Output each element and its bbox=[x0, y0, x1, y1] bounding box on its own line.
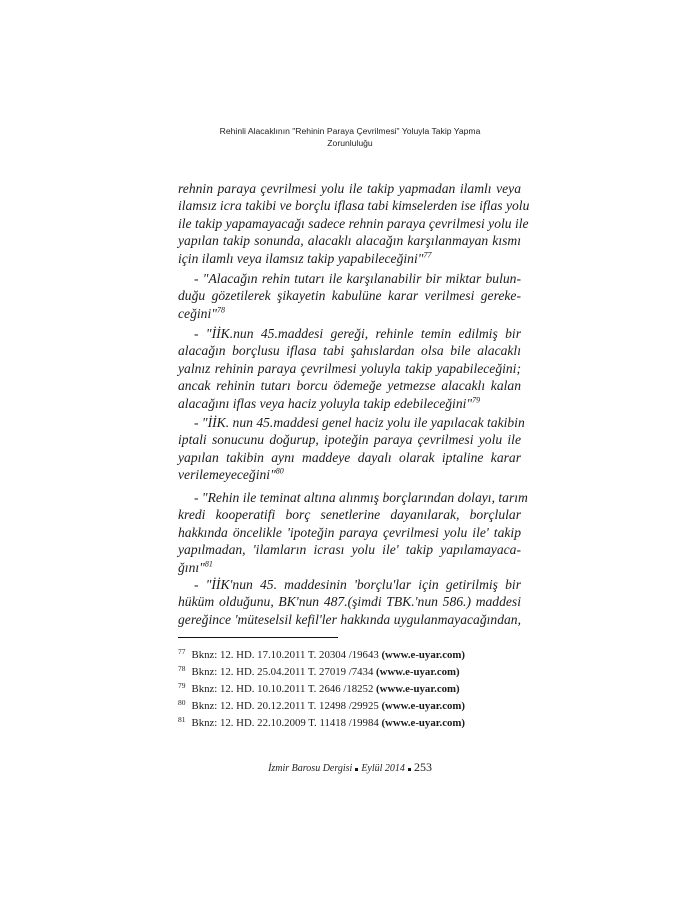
footnote-ref[interactable]: 77 bbox=[423, 250, 432, 260]
line-text: - "İİK.nun 45.maddesi gereği, rehinle temin edilmiş bir bbox=[194, 326, 521, 341]
text-line bbox=[178, 489, 528, 506]
page-footer bbox=[0, 760, 700, 775]
footnote-number: 77 bbox=[178, 647, 186, 656]
text-line bbox=[178, 395, 521, 412]
line-text: alacağını iflas veya haciz yoluyla takip edebileceğini" bbox=[178, 395, 473, 411]
text-line bbox=[178, 325, 521, 342]
text-line bbox=[178, 360, 521, 377]
footnote-ref[interactable]: 80 bbox=[275, 466, 284, 476]
footnote-number: 79 bbox=[178, 681, 186, 690]
footnote-text: Bknz: 12. HD. 22.10.2009 T. 11418 /19984 bbox=[191, 717, 379, 729]
text-line bbox=[178, 524, 521, 541]
journal-name: İzmir Barosu Dergisi bbox=[268, 763, 353, 774]
line-text: yapılan takibin aynı maddeye dayalı olarak iptaline karar bbox=[178, 449, 521, 465]
text-line bbox=[178, 287, 521, 304]
footnote-text: Bknz: 12. HD. 17.10.2011 T. 20304 /19643 bbox=[191, 649, 379, 661]
line-text: verilemeyeceğini" bbox=[178, 467, 276, 483]
line-text: ancak rehinin tutarı borcu ödemeğe yetmezse alacaklı kalan bbox=[178, 378, 521, 394]
text-line bbox=[178, 506, 521, 523]
line-text: - "Alacağın rehin tutarı ile karşılanabilir bir miktar bulun- bbox=[194, 271, 521, 286]
line-text: - "Rehin ile teminat altına alınmış borçlarından dolayı, tarım bbox=[194, 490, 528, 505]
text-line bbox=[178, 232, 521, 249]
line-text: için ilamlı veya ilamsız takip yapabileceğini" bbox=[178, 250, 424, 266]
text-line bbox=[178, 215, 529, 232]
bullet-icon bbox=[408, 768, 411, 771]
text-line bbox=[178, 414, 525, 431]
line-text: duğu gözetilerek şikayetin kabulüne karar verilmesi gereke- bbox=[178, 288, 521, 304]
line-text: ilamsız icra takibi ve borçlu iflasa tabi kimselerden ise iflas yolu bbox=[178, 198, 530, 214]
text-line bbox=[178, 449, 521, 466]
text-line bbox=[178, 466, 521, 483]
text-line bbox=[178, 559, 521, 576]
line-text: gereğince 'müteselsil kefil'ler hakkında uygulanmayacağından, bbox=[178, 611, 521, 627]
line-text: hakkında öncelikle 'ipoteğin paraya çevrilmesi yolu ile' takip bbox=[178, 524, 521, 540]
footnote-number: 78 bbox=[178, 664, 186, 673]
paragraph bbox=[178, 414, 525, 484]
text-line bbox=[178, 305, 521, 322]
footnote-link[interactable]: (www.e-uyar.com) bbox=[376, 666, 460, 678]
paragraph bbox=[178, 576, 521, 628]
line-text: ceğini" bbox=[178, 305, 217, 321]
line-text: hüküm olduğunu, BK'nun 487.(şimdi TBK.'nun 586.) maddesi bbox=[178, 594, 521, 610]
bullet-icon bbox=[355, 768, 358, 771]
footnote-separator bbox=[178, 637, 338, 638]
line-text: ğını" bbox=[178, 559, 205, 575]
paragraph bbox=[178, 489, 528, 576]
footnote-link[interactable]: (www.e-uyar.com) bbox=[376, 683, 460, 695]
line-text: iptali sonucunu doğurup, ipoteğin paraya çevrilmesi yolu ile bbox=[178, 432, 521, 448]
text-line bbox=[178, 576, 521, 593]
paragraph bbox=[178, 270, 521, 322]
text-line bbox=[178, 611, 521, 628]
page-number: 253 bbox=[413, 760, 432, 774]
paragraph bbox=[178, 180, 530, 267]
issue-date: Eylül 2014 bbox=[361, 763, 405, 774]
line-text: - "İİK. nun 45.maddesi genel haciz yolu ile yapılacak takibin bbox=[194, 415, 525, 430]
header-line-2: Zorunluluğu bbox=[327, 138, 373, 148]
line-text: yapılmadan, 'ilamların icrası yolu ile' takip yapılamayaca- bbox=[178, 542, 521, 558]
footnote-ref[interactable]: 79 bbox=[472, 395, 481, 405]
footnote-ref[interactable]: 81 bbox=[204, 559, 213, 569]
line-text: yapılan takip sonunda, alacaklı alacağın karşılanmayan kısmı bbox=[178, 233, 521, 249]
line-text: rehnin paraya çevrilmesi yolu ile takip yapmadan ilamlı veya bbox=[178, 181, 521, 196]
paragraph bbox=[178, 325, 521, 412]
footnote-text: Bknz: 12. HD. 25.04.2011 T. 27019 /7434 bbox=[191, 666, 374, 678]
text-line bbox=[178, 342, 521, 359]
text-line bbox=[178, 377, 521, 394]
footnote-link[interactable]: (www.e-uyar.com) bbox=[381, 717, 466, 729]
footnote-link[interactable]: (www.e-uyar.com) bbox=[381, 700, 466, 712]
line-text: ile takip yapamayacağı sadece rehnin paraya çevrilmesi yolu ile bbox=[178, 215, 529, 231]
line-text: kredi kooperatifi borç senetlerine dayanılarak, borçlular bbox=[178, 507, 521, 523]
line-text: - "İİK'nun 45. maddesinin 'borçlu'lar için getirilmiş bir bbox=[194, 577, 521, 592]
line-text: alacağın borçlusu iflasa tabi şahıslardan olsa bile alacaklı bbox=[178, 343, 521, 359]
footnote-number: 81 bbox=[178, 715, 186, 724]
text-line bbox=[178, 431, 521, 448]
footnote bbox=[178, 711, 538, 732]
footnote-ref[interactable]: 78 bbox=[216, 305, 225, 315]
text-line bbox=[178, 197, 530, 214]
footnote-text: Bknz: 12. HD. 10.10.2011 T. 2646 /18252 bbox=[191, 683, 374, 695]
text-line bbox=[178, 541, 521, 558]
running-header bbox=[150, 125, 550, 149]
footnote-number: 80 bbox=[178, 698, 186, 707]
footnote-link[interactable]: (www.e-uyar.com) bbox=[381, 649, 466, 661]
text-line bbox=[178, 180, 521, 197]
text-line bbox=[178, 593, 521, 610]
line-text: yalnız rehinin paraya çevrilmesi yoluyla takip yapabileceğini; bbox=[178, 360, 521, 376]
text-line bbox=[178, 250, 521, 267]
footnote-text: Bknz: 12. HD. 20.12.2011 T. 12498 /29925 bbox=[191, 700, 379, 712]
text-line bbox=[178, 270, 521, 287]
header-line-1: Rehinli Alacaklının "Rehinin Paraya Çevrilmesi" Yoluyla Takip Yapma bbox=[219, 126, 481, 136]
